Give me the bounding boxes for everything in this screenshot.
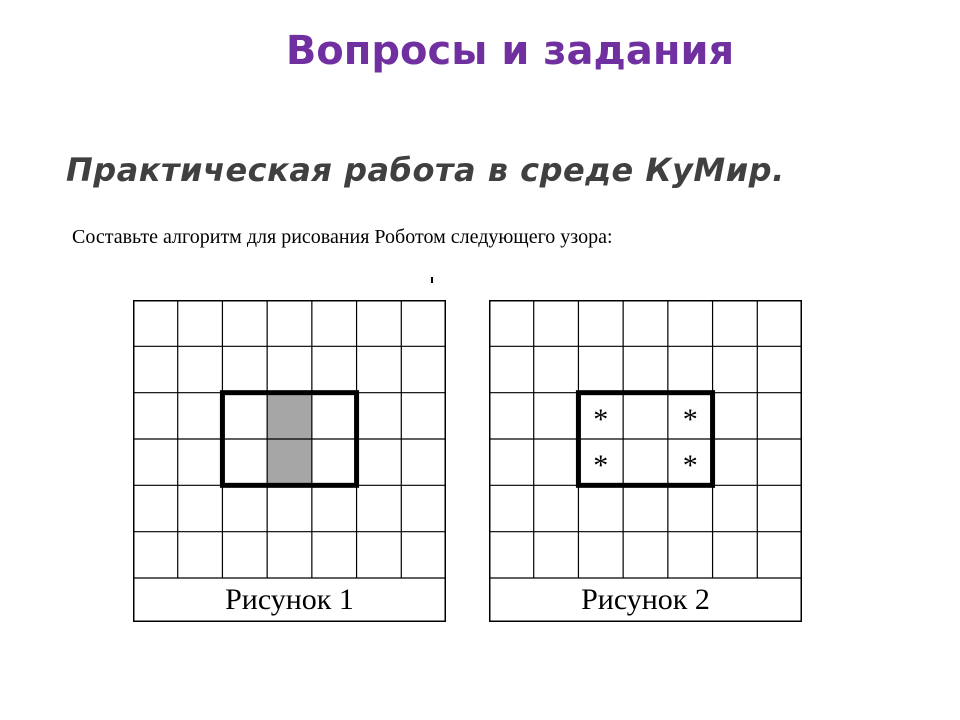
figure-2 [489,300,802,622]
figure-2-caption: Рисунок 2 [581,583,710,616]
cell-mark: * [593,402,609,436]
task-text: Составьте алгоритм для рисования Роботом следующего узора: [72,226,613,248]
filled-cell [267,393,312,439]
figure-frame [490,301,802,622]
slide-title: Вопросы и задания [285,28,735,74]
figure-2-grid [489,300,802,622]
figure-1-caption: Рисунок 1 [225,583,354,616]
filled-cell [267,439,312,485]
cell-mark: * [593,449,609,483]
cell-mark: * [682,402,698,436]
figure-1-grid [133,300,446,622]
cell-mark: * [682,449,698,483]
slide-subtitle: Практическая работа в среде КуМир. [66,151,785,189]
stray-mark [431,277,433,283]
figure-1 [133,300,446,622]
